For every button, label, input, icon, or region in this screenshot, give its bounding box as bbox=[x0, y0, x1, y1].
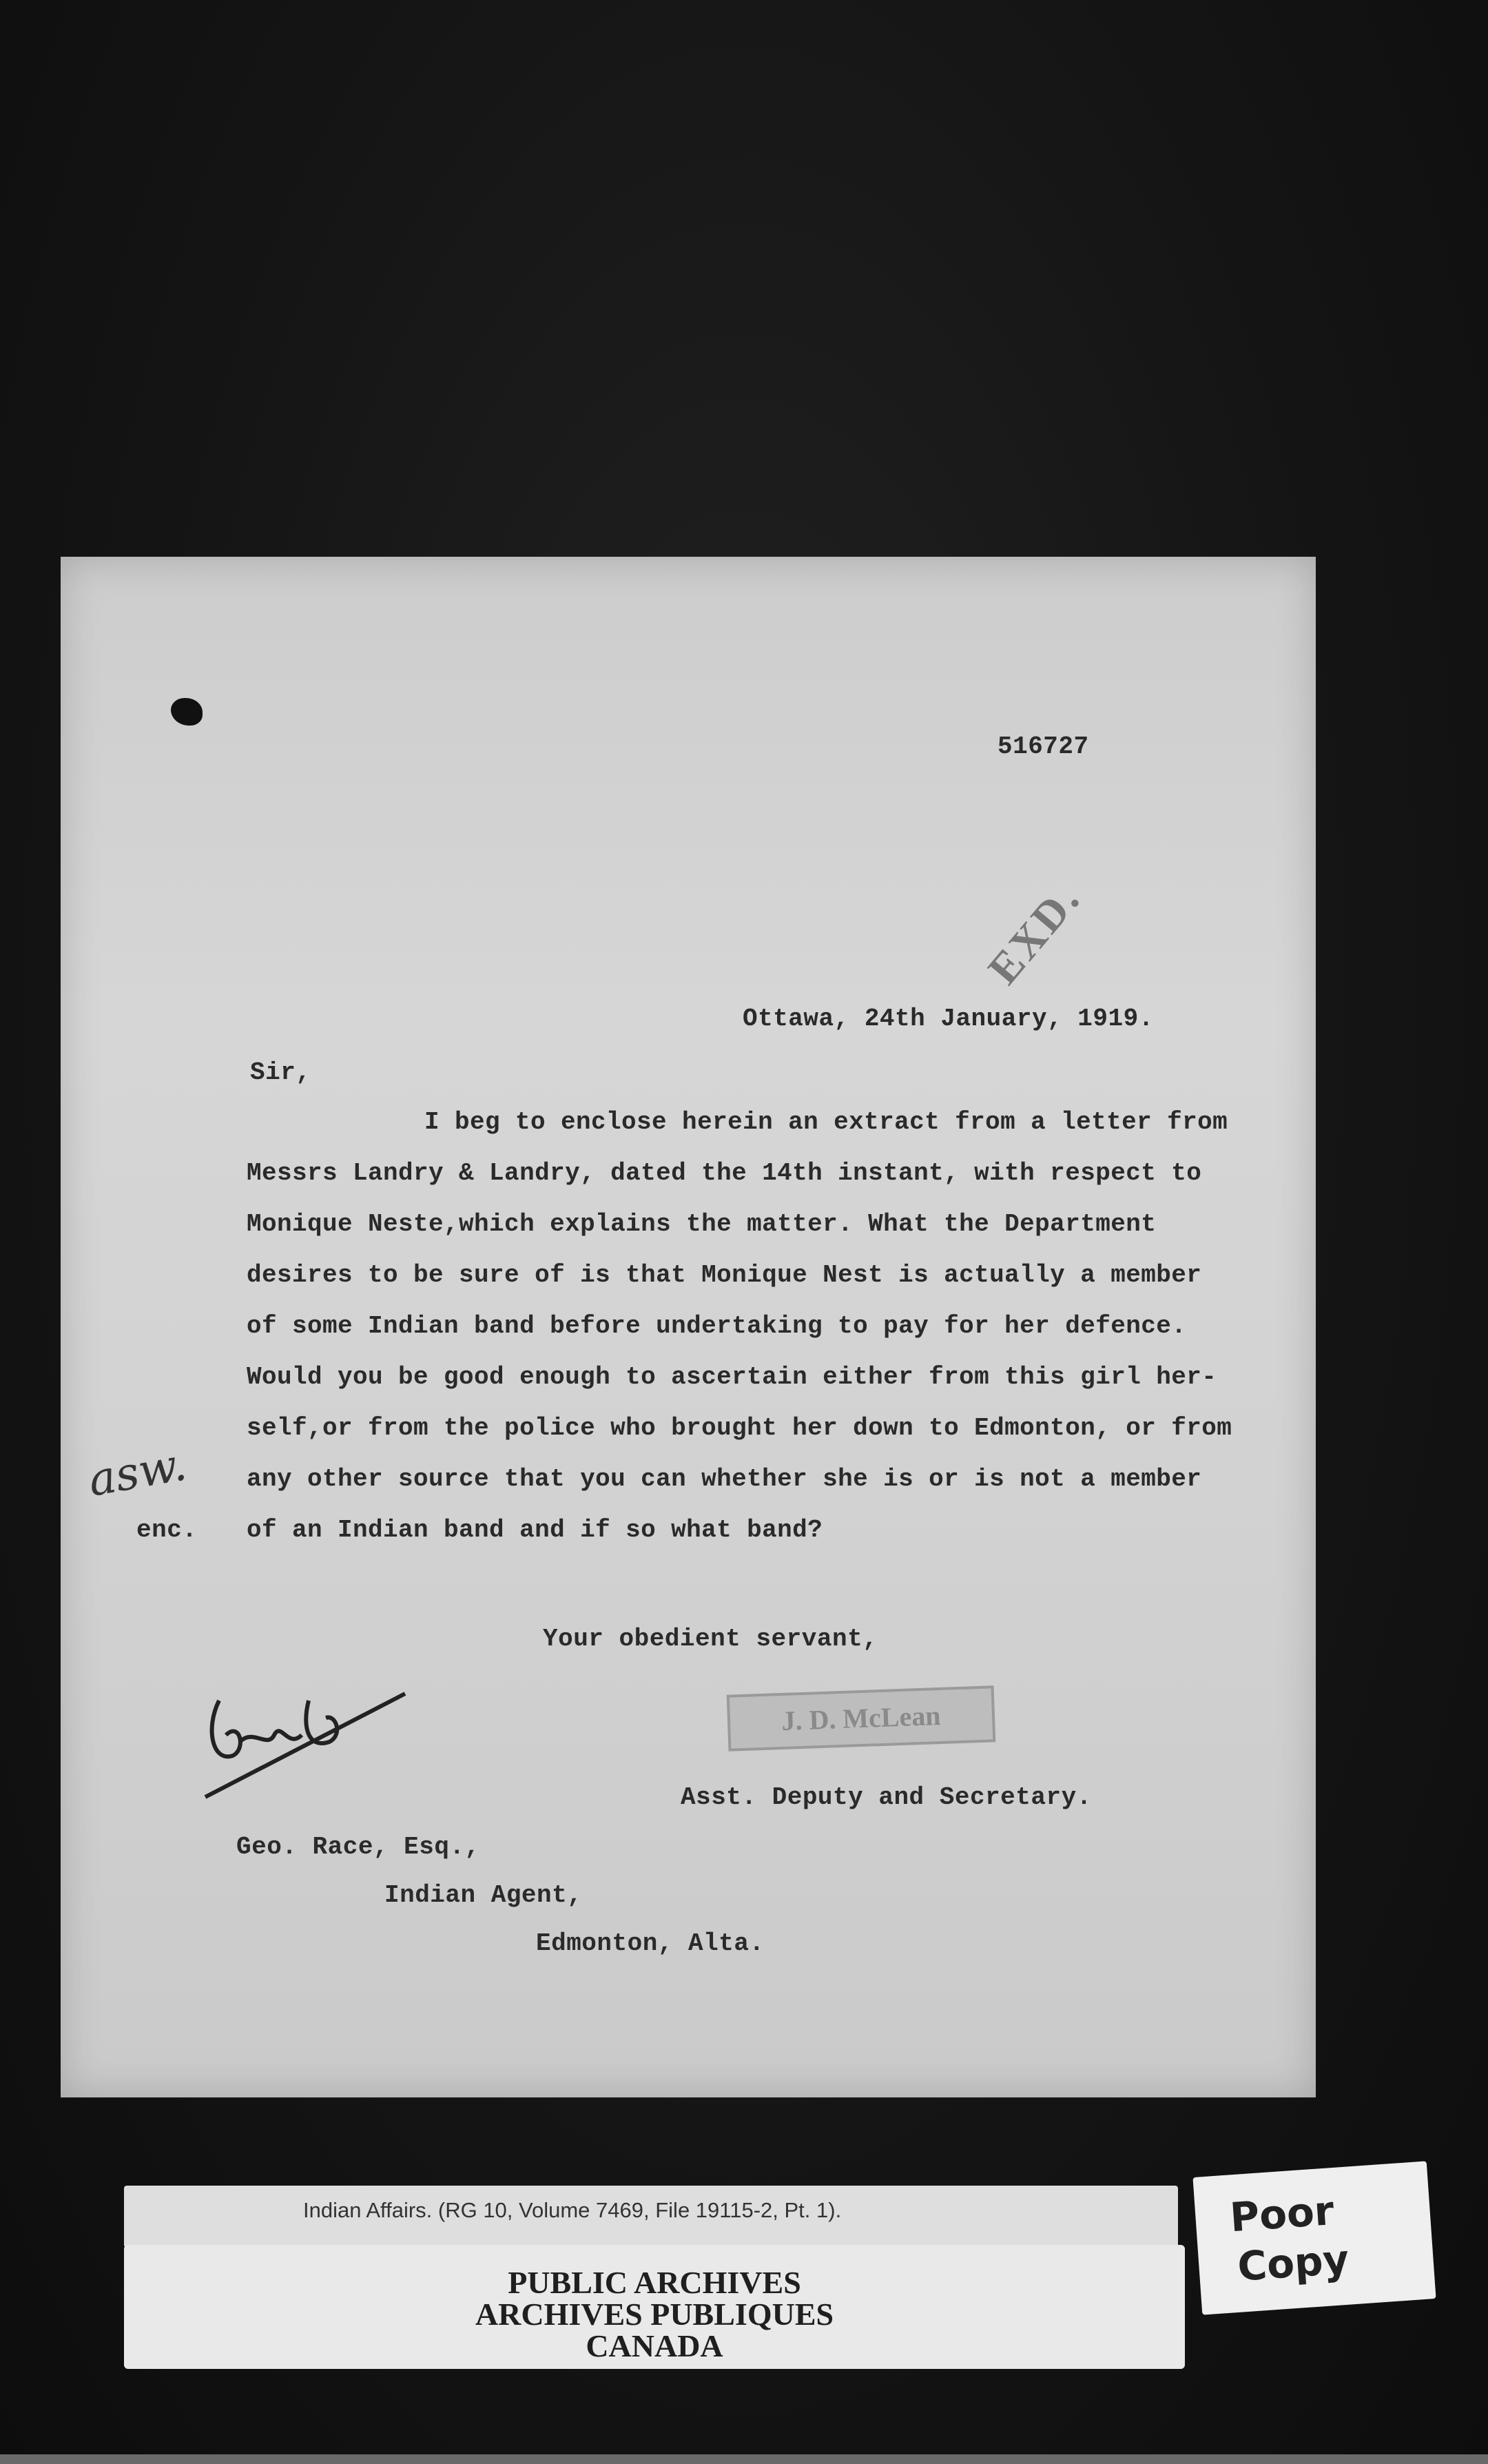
body-line: I beg to enclose herein an extract from a letter from bbox=[424, 1108, 1228, 1136]
punch-hole bbox=[171, 698, 203, 726]
film-edge bbox=[0, 2454, 1488, 2464]
archives-line-2: ARCHIVES PUBLIQUES bbox=[475, 2297, 834, 2332]
poor-copy-line-1: Poor bbox=[1228, 2187, 1336, 2241]
signer-title: Asst. Deputy and Secretary. bbox=[681, 1783, 1092, 1811]
addressee-title: Indian Agent, bbox=[384, 1881, 583, 1909]
margin-enc: enc. bbox=[136, 1516, 198, 1544]
body-line: desires to be sure of is that Monique Nest is actually a member bbox=[247, 1261, 1202, 1289]
margin-initials: asw. bbox=[84, 1437, 191, 1507]
file-number: 516727 bbox=[998, 732, 1089, 761]
body-line: of some Indian band before undertaking to pay for her defence. bbox=[247, 1312, 1187, 1340]
addressee-name: Geo. Race, Esq., bbox=[236, 1833, 480, 1861]
letter-page bbox=[61, 557, 1316, 2097]
body-line: Monique Neste,which explains the matter. What the Department bbox=[247, 1210, 1157, 1238]
poor-copy-tag bbox=[1192, 2161, 1436, 2314]
salutation: Sir, bbox=[250, 1058, 311, 1087]
dateline: Ottawa, 24th January, 1919. bbox=[743, 1005, 1154, 1033]
closing: Your obedient servant, bbox=[543, 1625, 878, 1653]
archive-reference: Indian Affairs. (RG 10, Volume 7469, File 19115-2, Pt. 1). bbox=[303, 2198, 842, 2222]
archives-line-3: CANADA bbox=[586, 2328, 723, 2363]
signature-stamp: J. D. McLean bbox=[727, 1685, 996, 1751]
addressee-location: Edmonton, Alta. bbox=[536, 1929, 765, 1958]
poor-copy-line-2: Copy bbox=[1236, 2235, 1351, 2290]
body-line: Messrs Landry & Landry, dated the 14th instant, with respect to bbox=[247, 1159, 1202, 1187]
body-line: of an Indian band and if so what band? bbox=[247, 1516, 823, 1544]
exd-stamp: EXD. bbox=[978, 873, 1091, 994]
initials-signature bbox=[192, 1652, 412, 1804]
body-line: self,or from the police who brought her down to Edmonton, or from bbox=[247, 1414, 1232, 1442]
body-line: any other source that you can whether she is or is not a member bbox=[247, 1465, 1202, 1493]
archives-line-1: PUBLIC ARCHIVES bbox=[508, 2265, 801, 2300]
body-line: Would you be good enough to ascertain either from this girl her- bbox=[247, 1363, 1217, 1391]
